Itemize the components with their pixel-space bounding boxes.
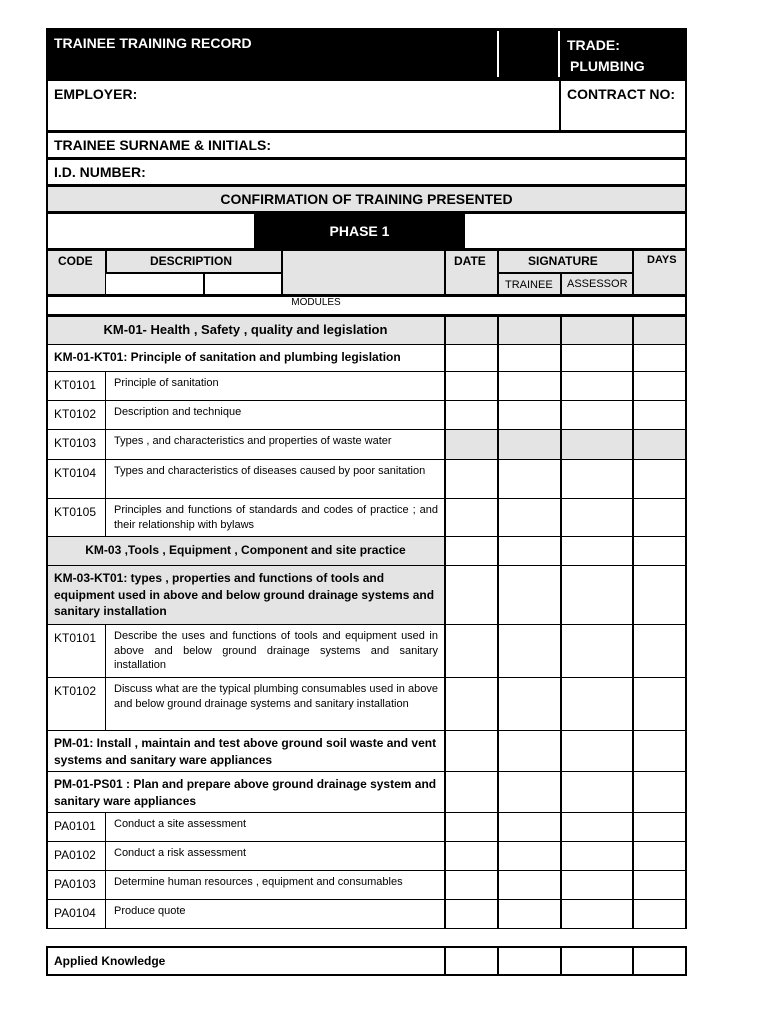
- date-cell[interactable]: [445, 460, 497, 498]
- assessor-signature-cell[interactable]: [561, 460, 632, 498]
- days-cell[interactable]: [633, 372, 684, 400]
- row-description: Produce quote: [114, 905, 186, 917]
- divider: [105, 812, 106, 842]
- days-cell[interactable]: [633, 566, 684, 624]
- trainee-signature-cell[interactable]: [498, 678, 560, 730]
- divider: [444, 946, 446, 976]
- modules-label: MODULES: [291, 297, 341, 308]
- header-divider: [558, 31, 560, 77]
- date-cell[interactable]: [445, 842, 497, 870]
- divider: [632, 946, 634, 976]
- assessor-signature-cell[interactable]: [561, 678, 632, 730]
- surname-field[interactable]: TRAINEE SURNAME & INITIALS:: [54, 137, 271, 153]
- assessor-signature-cell[interactable]: [561, 731, 632, 771]
- assessor-signature-cell[interactable]: [561, 772, 632, 812]
- row-description: Types , and characteristics and properties of waste water: [114, 435, 392, 447]
- row-description: Description and technique: [114, 406, 242, 418]
- row-code: KT0104: [54, 466, 97, 480]
- divider: [560, 946, 562, 976]
- days-cell[interactable]: [633, 430, 684, 459]
- row-code: KT0102: [54, 407, 97, 421]
- row-description: Principles and functions of standards and codes of practice ; and their relationship with bylaws: [114, 504, 438, 531]
- days-cell[interactable]: [633, 317, 684, 344]
- days-cell[interactable]: [633, 678, 684, 730]
- trainee-signature-cell[interactable]: [498, 345, 560, 371]
- divider: [105, 899, 106, 929]
- divider: [105, 870, 106, 900]
- trainee-signature-cell[interactable]: [498, 537, 560, 565]
- days-cell[interactable]: [633, 900, 684, 928]
- header-bar: [46, 28, 687, 80]
- id-number-field[interactable]: I.D. NUMBER:: [54, 164, 146, 180]
- assessor-signature-cell[interactable]: [561, 345, 632, 371]
- page-title: TRAINEE TRAINING RECORD: [54, 35, 252, 51]
- contract-no-field[interactable]: CONTRACT NO:: [567, 86, 676, 102]
- date-cell[interactable]: [445, 317, 497, 344]
- days-cell[interactable]: [633, 345, 684, 371]
- row-description: Conduct a risk assessment: [114, 847, 247, 859]
- row-description: Types and characteristics of diseases caused by poor sanitation: [114, 465, 426, 477]
- assessor-signature-cell[interactable]: [561, 317, 632, 344]
- trainee-signature-cell[interactable]: [498, 460, 560, 498]
- col-trainee: TRAINEE: [505, 279, 553, 291]
- row-code: KT0102: [54, 684, 97, 698]
- trainee-signature-cell[interactable]: [498, 900, 560, 928]
- trainee-signature-cell[interactable]: [498, 372, 560, 400]
- module-title: KM-03 ,Tools , Equipment , Component and site practice: [85, 543, 406, 557]
- days-cell[interactable]: [633, 871, 684, 899]
- trainee-signature-cell[interactable]: [498, 813, 560, 841]
- days-cell[interactable]: [633, 842, 684, 870]
- trainee-signature-cell[interactable]: [498, 499, 560, 536]
- date-cell[interactable]: [445, 372, 497, 400]
- days-cell[interactable]: [633, 772, 684, 812]
- col-assessor: ASSESSOR: [567, 278, 628, 290]
- trainee-signature-cell[interactable]: [498, 731, 560, 771]
- assessor-signature-cell[interactable]: [561, 871, 632, 899]
- col-date: DATE: [454, 254, 486, 268]
- assessor-signature-cell[interactable]: [561, 842, 632, 870]
- row-code: KT0101: [54, 631, 97, 645]
- divider: [105, 677, 106, 731]
- trainee-signature-cell[interactable]: [498, 842, 560, 870]
- assessor-signature-cell[interactable]: [561, 372, 632, 400]
- days-cell[interactable]: [633, 401, 684, 429]
- days-cell[interactable]: [633, 537, 684, 565]
- row-code: PA0101: [54, 819, 96, 833]
- row-description: Determine human resources , equipment and consumables: [114, 876, 403, 888]
- divider: [444, 249, 446, 296]
- divider: [559, 79, 561, 132]
- days-cell[interactable]: [633, 460, 684, 498]
- row-code: PA0104: [54, 906, 96, 920]
- section-title: PM-01-PS01 : Plan and prepare above ground drainage system and sanitary ware appliances: [54, 777, 437, 808]
- header-divider: [497, 31, 499, 77]
- date-cell[interactable]: [445, 871, 497, 899]
- days-cell[interactable]: [633, 731, 684, 771]
- trainee-signature-cell[interactable]: [498, 401, 560, 429]
- days-cell[interactable]: [633, 625, 684, 677]
- trade-block: [567, 35, 645, 77]
- assessor-signature-cell[interactable]: [561, 625, 632, 677]
- module-title: KM-01- Health , Safety , quality and legislation: [103, 322, 388, 337]
- date-cell[interactable]: [445, 499, 497, 536]
- trainee-signature-cell[interactable]: [498, 625, 560, 677]
- row-code: KT0103: [54, 436, 97, 450]
- divider: [105, 371, 106, 401]
- col-code: CODE: [58, 254, 93, 268]
- assessor-signature-cell[interactable]: [561, 499, 632, 536]
- date-cell[interactable]: [445, 731, 497, 771]
- days-cell[interactable]: [633, 813, 684, 841]
- divider: [105, 459, 106, 499]
- col-description: DESCRIPTION: [150, 254, 233, 268]
- assessor-signature-cell[interactable]: [561, 401, 632, 429]
- employer-field[interactable]: EMPLOYER:: [54, 86, 138, 102]
- trainee-signature-cell[interactable]: [498, 317, 560, 344]
- divider: [497, 272, 633, 274]
- date-cell[interactable]: [445, 345, 497, 371]
- col-signature: SIGNATURE: [528, 254, 598, 268]
- divider: [560, 272, 562, 296]
- date-cell[interactable]: [445, 625, 497, 677]
- trainee-signature-cell[interactable]: [498, 430, 560, 459]
- date-cell[interactable]: [445, 430, 497, 459]
- trainee-signature-cell[interactable]: [498, 871, 560, 899]
- trade-label: TRADE:: [567, 37, 620, 53]
- row-description: Principle of sanitation: [114, 377, 219, 389]
- applied-knowledge-label: Applied Knowledge: [54, 954, 166, 968]
- divider: [105, 400, 106, 430]
- divider: [497, 946, 499, 976]
- date-cell[interactable]: [445, 566, 497, 624]
- trade-value: PLUMBING: [570, 58, 645, 74]
- divider: [105, 841, 106, 871]
- divider: [105, 624, 106, 678]
- divider: [203, 272, 205, 296]
- date-cell[interactable]: [445, 401, 497, 429]
- row-code: KT0101: [54, 378, 97, 392]
- assessor-signature-cell[interactable]: [561, 537, 632, 565]
- date-cell[interactable]: [445, 772, 497, 812]
- trainee-signature-cell[interactable]: [498, 772, 560, 812]
- section-title: KM-01-KT01: Principle of sanitation and plumbing legislation: [54, 350, 401, 364]
- assessor-signature-cell[interactable]: [561, 900, 632, 928]
- row-description: Conduct a site assessment: [114, 818, 247, 830]
- divider: [105, 498, 106, 537]
- assessor-signature-cell[interactable]: [561, 430, 632, 459]
- date-cell[interactable]: [445, 813, 497, 841]
- row-description: Describe the uses and functions of tools and equipment used in above and below ground drainage systems and sanitary installation: [114, 630, 438, 671]
- date-cell[interactable]: [445, 678, 497, 730]
- trainee-signature-cell[interactable]: [498, 566, 560, 624]
- col-days: DAYS: [647, 254, 677, 266]
- date-cell[interactable]: [445, 537, 497, 565]
- section-title: PM-01: Install , maintain and test above ground soil waste and vent systems and sanitary ware appliances: [54, 736, 437, 767]
- assessor-signature-cell[interactable]: [561, 566, 632, 624]
- row-code: PA0102: [54, 848, 96, 862]
- divider: [105, 429, 106, 460]
- row-code: KT0105: [54, 505, 97, 519]
- row-code: PA0103: [54, 877, 96, 891]
- confirmation-heading: CONFIRMATION OF TRAINING PRESENTED: [220, 191, 513, 207]
- date-cell[interactable]: [445, 900, 497, 928]
- days-cell[interactable]: [633, 499, 684, 536]
- assessor-signature-cell[interactable]: [561, 813, 632, 841]
- desc-subcell: [106, 274, 281, 294]
- section-title: KM-03-KT01: types , properties and functions of tools and equipment used in above and below ground drainage systems and sanitary installation: [54, 571, 435, 618]
- phase-label: PHASE 1: [329, 223, 390, 239]
- row-description: Discuss what are the typical plumbing consumables used in above and below ground drainage systems and sanitary installation: [114, 683, 438, 710]
